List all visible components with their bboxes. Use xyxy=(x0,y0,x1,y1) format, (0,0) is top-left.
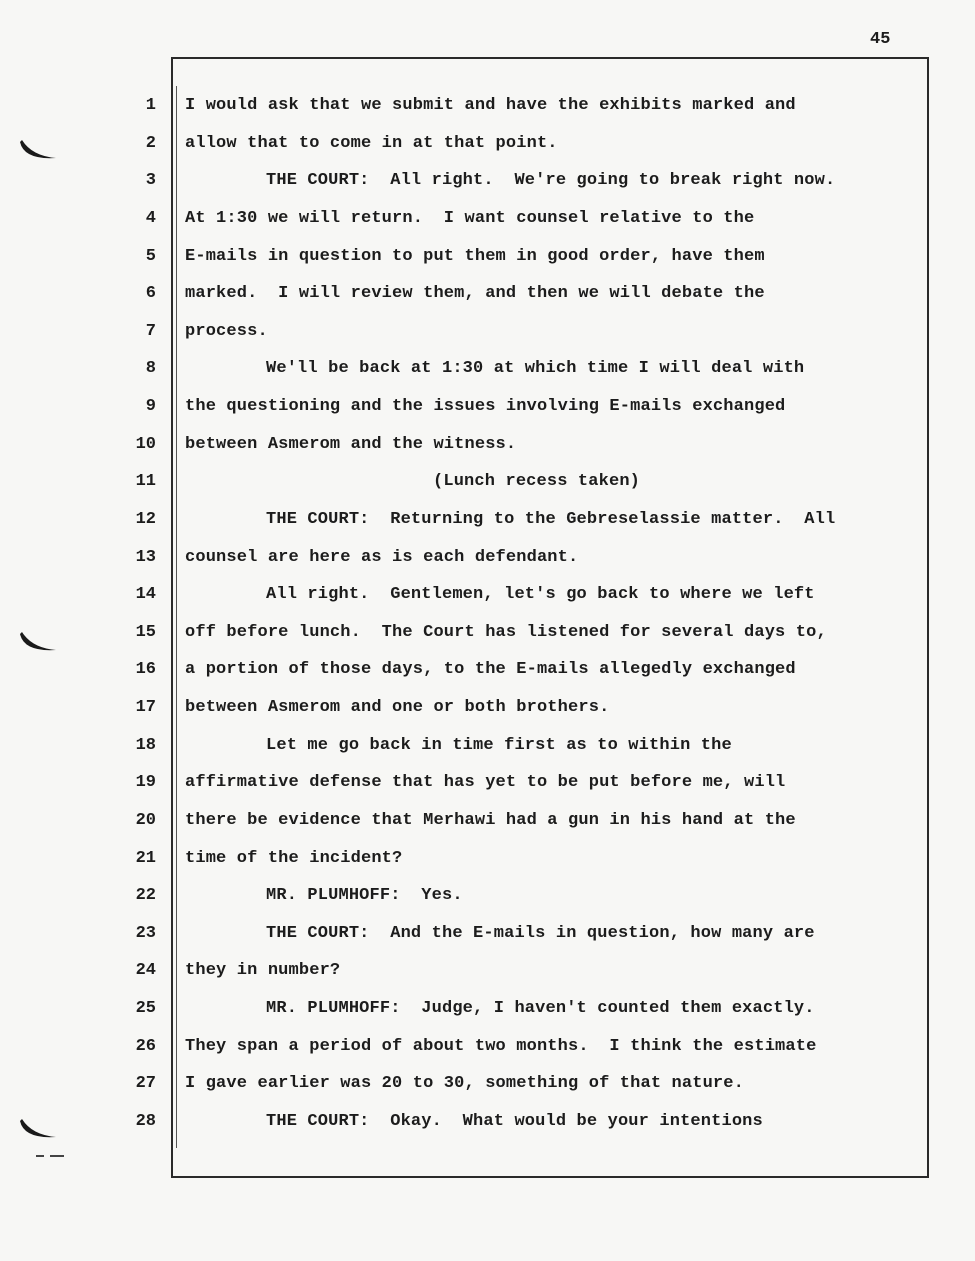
line-number: 22 xyxy=(135,886,156,906)
line-number: 3 xyxy=(145,171,156,191)
line-number: 9 xyxy=(145,397,156,417)
line-number: 7 xyxy=(145,321,156,341)
line-text: E-mails in question to put them in good order, have them xyxy=(185,246,765,266)
transcript-line xyxy=(0,577,975,614)
binder-hole-mark-icon xyxy=(18,1117,58,1143)
line-text: We'll be back at 1:30 at which time I will deal with xyxy=(266,359,805,379)
line-number: 1 xyxy=(145,96,156,115)
line-number: 5 xyxy=(145,246,156,266)
line-text: THE COURT: And the E-mails in question, how many are xyxy=(266,923,815,943)
transcript-line xyxy=(0,276,975,313)
transcript-line xyxy=(0,652,975,689)
line-number: 27 xyxy=(135,1074,156,1094)
line-number: 24 xyxy=(135,961,156,981)
transcript-line xyxy=(0,765,975,802)
line-text: there be evidence that Merhawi had a gun in his hand at the xyxy=(185,810,796,830)
transcript-line xyxy=(0,464,975,501)
line-number: 17 xyxy=(135,698,156,718)
line-text: (Lunch recess taken) xyxy=(433,472,641,492)
line-text: time of the incident? xyxy=(185,848,403,868)
transcript-line xyxy=(0,389,975,426)
line-text: MR. PLUMHOFF: Yes. xyxy=(266,886,463,906)
line-text: off before lunch. The Court has listened for several days to, xyxy=(185,622,827,642)
line-text: between Asmerom and one or both brothers. xyxy=(185,698,610,718)
line-number: 6 xyxy=(145,284,156,304)
line-text: Let me go back in time first as to within the xyxy=(266,735,732,755)
transcript-line xyxy=(0,878,975,915)
line-number: 23 xyxy=(135,923,156,943)
transcript-line xyxy=(0,690,975,727)
transcript-line xyxy=(0,126,975,163)
transcript-line xyxy=(0,88,975,125)
transcript-line xyxy=(0,916,975,953)
line-text: All right. Gentlemen, let's go back to where we left xyxy=(266,585,815,605)
binder-hole-mark-icon xyxy=(18,630,58,656)
line-text: between Asmerom and the witness. xyxy=(185,434,517,454)
transcript-line xyxy=(0,314,975,351)
line-number: 12 xyxy=(135,509,156,529)
page-number: 45 xyxy=(870,30,891,49)
transcript-line xyxy=(0,1104,975,1141)
line-number: 16 xyxy=(135,660,156,680)
transcript-line xyxy=(0,953,975,990)
line-text: the questioning and the issues involving E-mails exchanged xyxy=(185,397,786,417)
line-text: At 1:30 we will return. I want counsel relative to the xyxy=(185,208,755,228)
line-text: THE COURT: All right. We're going to break right now. xyxy=(266,171,836,191)
line-number: 10 xyxy=(135,434,156,454)
line-text: counsel are here as is each defendant. xyxy=(185,547,579,567)
line-number: 2 xyxy=(145,133,156,153)
line-number: 15 xyxy=(135,622,156,642)
scan-artifact-dash xyxy=(36,1155,44,1157)
transcript-line xyxy=(0,239,975,276)
line-text: affirmative defense that has yet to be put before me, will xyxy=(185,773,786,793)
line-number: 13 xyxy=(135,547,156,567)
line-text: allow that to come in at that point. xyxy=(185,133,558,153)
transcript-line xyxy=(0,540,975,577)
line-text: MR. PLUMHOFF: Judge, I haven't counted them exactly. xyxy=(266,999,815,1019)
line-text: I would ask that we submit and have the exhibits marked and xyxy=(185,96,796,115)
transcript-line xyxy=(0,728,975,765)
transcript-line xyxy=(0,427,975,464)
line-text: They span a period of about two months. I think the estimate xyxy=(185,1036,817,1056)
line-number: 11 xyxy=(135,472,156,492)
line-number: 25 xyxy=(135,999,156,1019)
binder-hole-mark-icon xyxy=(18,138,58,164)
line-text: THE COURT: Okay. What would be your intentions xyxy=(266,1112,763,1131)
line-text: they in number? xyxy=(185,961,341,981)
transcript-line xyxy=(0,163,975,200)
transcript-line xyxy=(0,1066,975,1103)
transcript-line xyxy=(0,615,975,652)
line-number: 20 xyxy=(135,810,156,830)
line-number: 18 xyxy=(135,735,156,755)
scan-artifact-dash xyxy=(50,1155,64,1157)
line-number: 26 xyxy=(135,1036,156,1056)
line-text: marked. I will review them, and then we will debate the xyxy=(185,284,765,304)
line-text: process. xyxy=(185,321,268,341)
line-text: a portion of those days, to the E-mails allegedly exchanged xyxy=(185,660,796,680)
line-number: 21 xyxy=(135,848,156,868)
transcript-line xyxy=(0,1029,975,1066)
line-text: THE COURT: Returning to the Gebreselassie matter. All xyxy=(266,509,836,529)
transcript-line xyxy=(0,841,975,878)
line-text: I gave earlier was 20 to 30, something of that nature. xyxy=(185,1074,744,1094)
line-number: 14 xyxy=(135,585,156,605)
line-number: 28 xyxy=(135,1112,156,1131)
transcript-line xyxy=(0,803,975,840)
transcript-line xyxy=(0,991,975,1028)
line-number: 8 xyxy=(145,359,156,379)
transcript-line xyxy=(0,351,975,388)
line-number: 4 xyxy=(145,208,156,228)
transcript-line xyxy=(0,201,975,238)
transcript-line xyxy=(0,502,975,539)
line-number: 19 xyxy=(135,773,156,793)
